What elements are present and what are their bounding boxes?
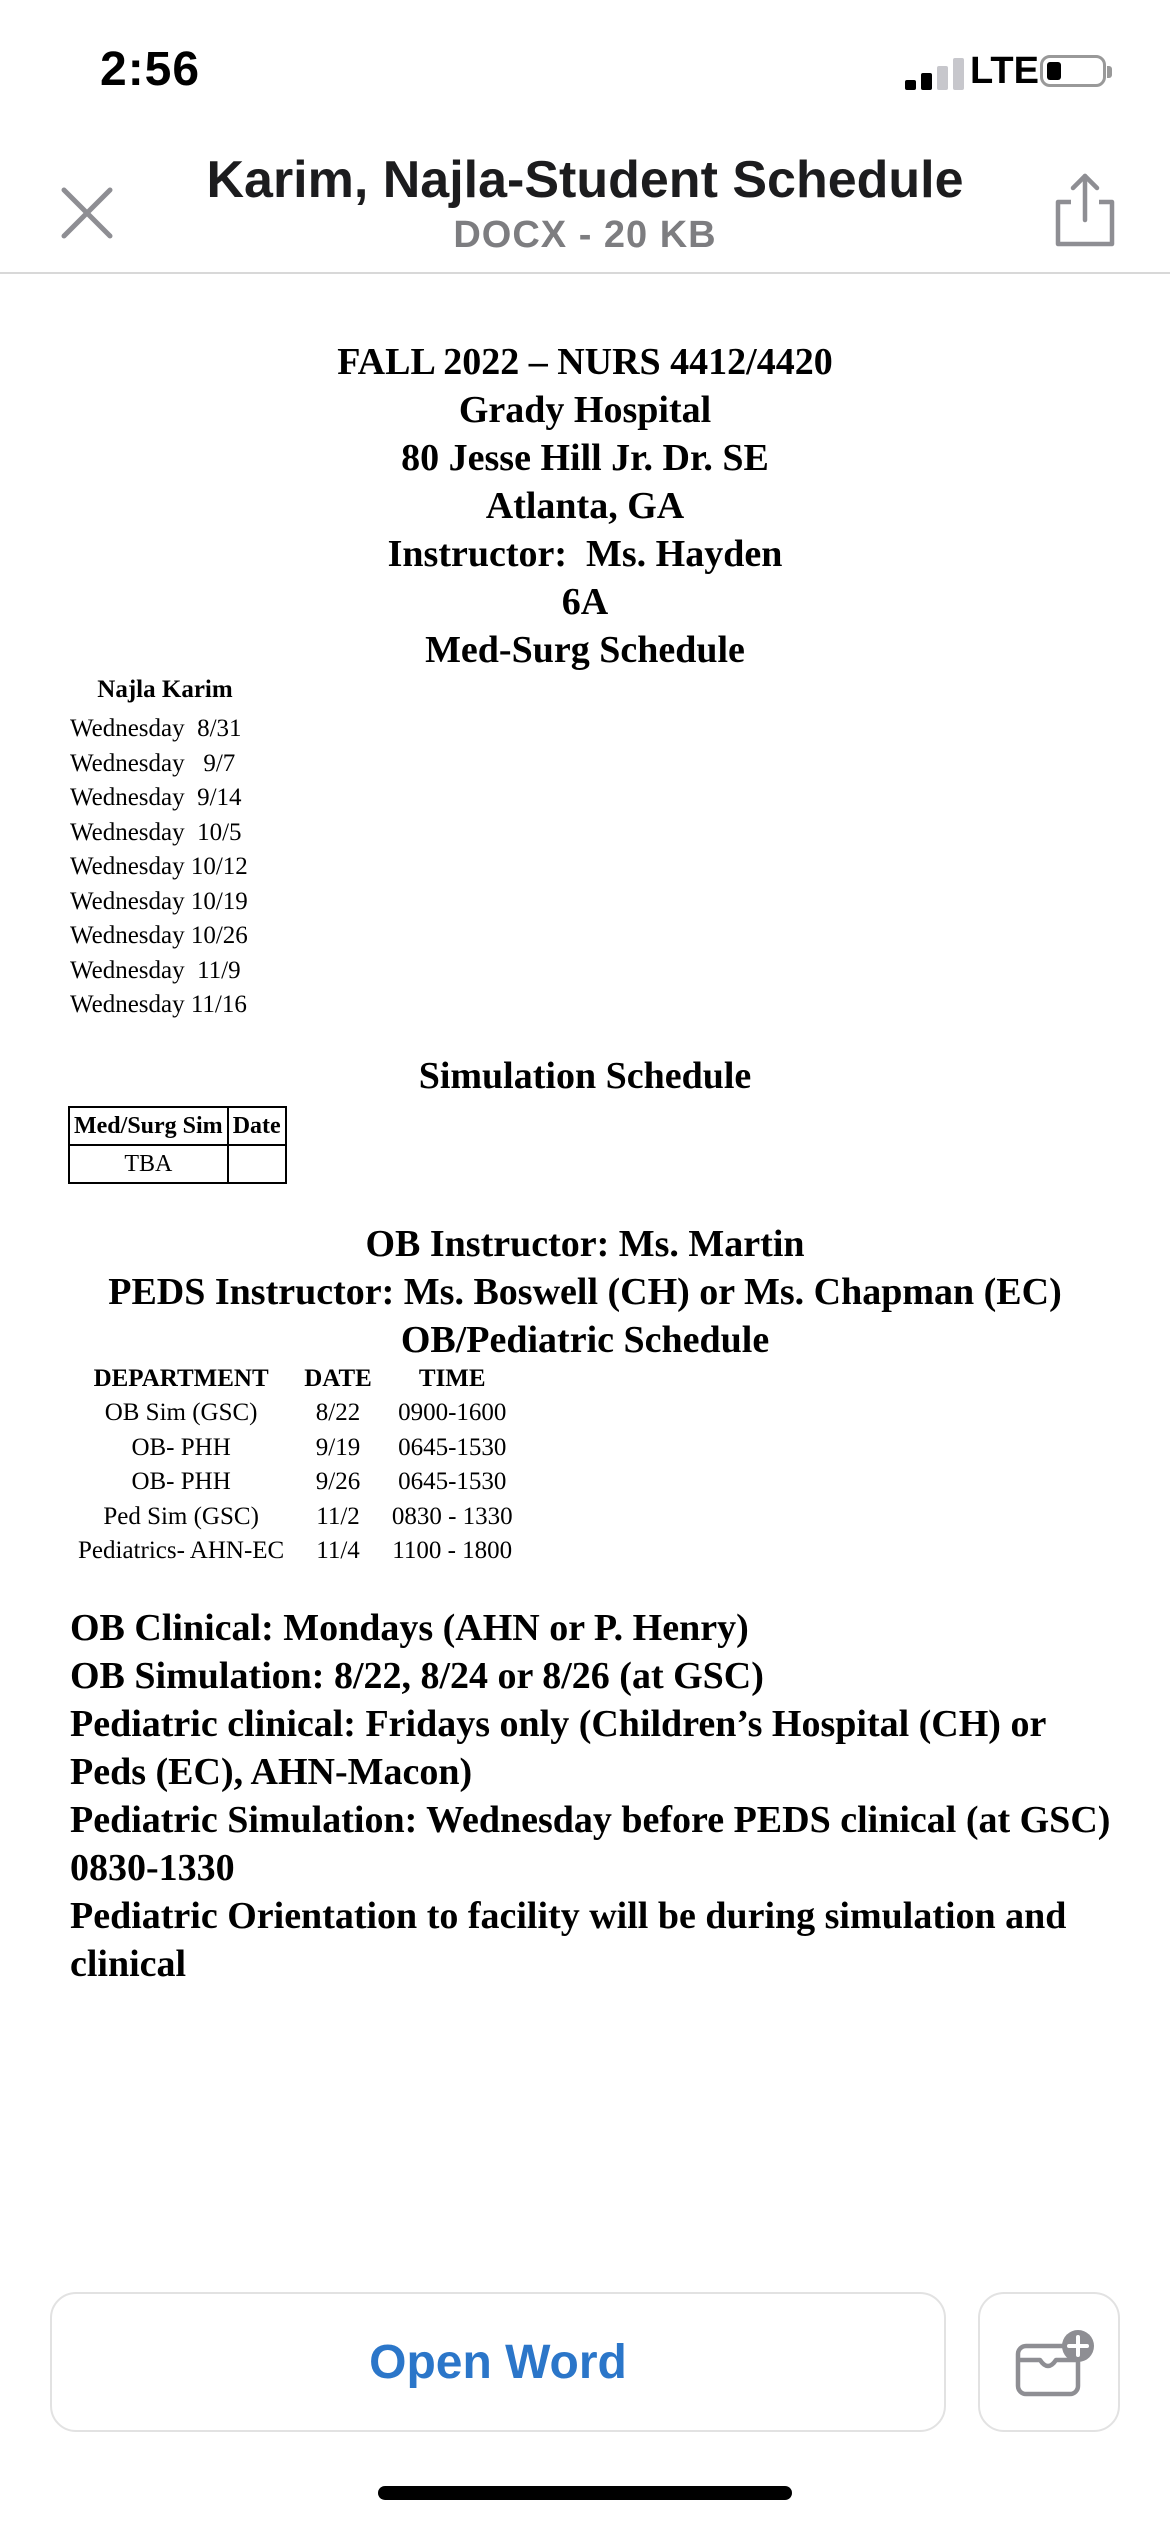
table-header: TIME <box>418 1365 486 1392</box>
home-indicator[interactable] <box>378 2486 792 2500</box>
table-cell: 0645-1530 <box>398 1468 507 1496</box>
table-cell: OB Sim (GSC) <box>104 1399 258 1427</box>
table-cell: 8/22 <box>315 1399 361 1427</box>
status-bar <box>0 0 1170 140</box>
table-row <box>70 1534 521 1569</box>
simulation-schedule-heading: Simulation Schedule <box>418 1055 752 1097</box>
table-cell: Pediatrics- AHN-EC <box>78 1537 285 1565</box>
note-line: OB Simulation: 8/22, 8/24 or 8/26 (at GSC) <box>70 1655 764 1697</box>
cellular-signal-icon <box>905 56 967 90</box>
hospital-address: 80 Jesse Hill Jr. Dr. SE <box>401 437 769 479</box>
ob-peds-header <box>0 1220 1170 1364</box>
hospital-name: Grady Hospital <box>458 389 712 431</box>
table-cell: 9/26 <box>315 1468 361 1496</box>
mail-add-icon <box>980 2294 1122 2434</box>
peds-instructor: PEDS Instructor: Ms. Boswell (CH) or Ms. Chapman (EC) <box>108 1271 1062 1313</box>
table-cell: 0645-1530 <box>398 1433 507 1461</box>
course-title: FALL 2022 – NURS 4412/4420 <box>337 341 833 383</box>
note-line: Pediatric Simulation: Wednesday before PEDS clinical (at GSC) 0830-1330 <box>70 1799 1111 1889</box>
unit-line: 6A <box>561 581 609 623</box>
share-button[interactable] <box>1048 170 1122 250</box>
status-time: 2:56 <box>100 43 201 96</box>
list-item: Wednesday 11/16 <box>70 991 247 1018</box>
list-item: Wednesday 8/31 <box>70 715 242 742</box>
table-cell <box>228 1145 286 1183</box>
share-icon <box>1048 170 1122 250</box>
list-item: Wednesday 10/19 <box>70 887 248 915</box>
schedule-heading: Med-Surg Schedule <box>425 629 745 671</box>
table-row <box>70 1431 521 1466</box>
list-item: Wednesday 10/26 <box>70 922 248 949</box>
network-type: LTE <box>970 50 1039 92</box>
table-cell: 9/19 <box>315 1433 361 1461</box>
table-cell: OB- PHH <box>131 1433 231 1461</box>
hospital-city: Atlanta, GA <box>485 485 685 527</box>
table-header: DATE <box>304 1365 372 1392</box>
table-cell: OB- PHH <box>131 1468 231 1496</box>
student-name: Najla Karim <box>97 676 233 703</box>
table-header: DEPARTMENT <box>93 1365 269 1392</box>
add-to-mail-button[interactable] <box>978 2292 1120 2432</box>
list-item: Wednesday 11/9 <box>70 956 241 984</box>
battery-icon <box>1040 55 1106 87</box>
table-row <box>70 1465 521 1500</box>
table-cell: 0900-1600 <box>398 1399 507 1427</box>
instructor-line: Instructor: Ms. Hayden <box>387 533 783 575</box>
table-cell: 11/2 <box>316 1502 360 1530</box>
table-header: Med/Surg Sim <box>69 1107 228 1145</box>
ob-pediatric-table <box>70 1362 521 1569</box>
schedule-header <box>0 338 1170 674</box>
document-file-info: DOCX - 20 KB <box>453 214 717 256</box>
ob-pediatric-schedule-heading: OB/Pediatric Schedule <box>400 1319 770 1361</box>
list-item: Wednesday 10/5 <box>70 818 242 846</box>
document-title: Karim, Najla-Student Schedule <box>206 151 964 209</box>
clinical-notes <box>70 1604 1120 1988</box>
list-item: Wednesday 9/14 <box>70 784 242 811</box>
table-header: Date <box>228 1107 286 1145</box>
simulation-table <box>68 1106 287 1184</box>
list-item: Wednesday 9/7 <box>70 749 236 777</box>
ob-instructor: OB Instructor: Ms. Martin <box>365 1223 805 1265</box>
note-line: Pediatric Orientation to facility will be during simulation and clinical <box>70 1895 1067 1985</box>
table-row <box>70 1500 521 1535</box>
table-cell: 0830 - 1330 <box>391 1502 513 1530</box>
document-content <box>0 272 1170 2262</box>
table-row <box>69 1145 286 1183</box>
note-line: OB Clinical: Mondays (AHN or P. Henry) <box>70 1607 749 1649</box>
table-cell: 1100 - 1800 <box>392 1537 513 1565</box>
open-word-button[interactable]: Open Word <box>50 2292 946 2432</box>
table-cell: 11/4 <box>316 1537 360 1565</box>
list-item: Wednesday 10/12 <box>70 853 248 880</box>
clinical-dates-list <box>70 712 248 1023</box>
table-row <box>70 1396 521 1431</box>
note-line: Pediatric clinical: Fridays only (Children’s Hospital (CH) or Peds (EC), AHN-Macon) <box>70 1703 1046 1793</box>
table-cell: Ped Sim (GSC) <box>103 1502 259 1530</box>
table-cell: TBA <box>69 1145 228 1183</box>
document-header <box>0 140 1170 274</box>
